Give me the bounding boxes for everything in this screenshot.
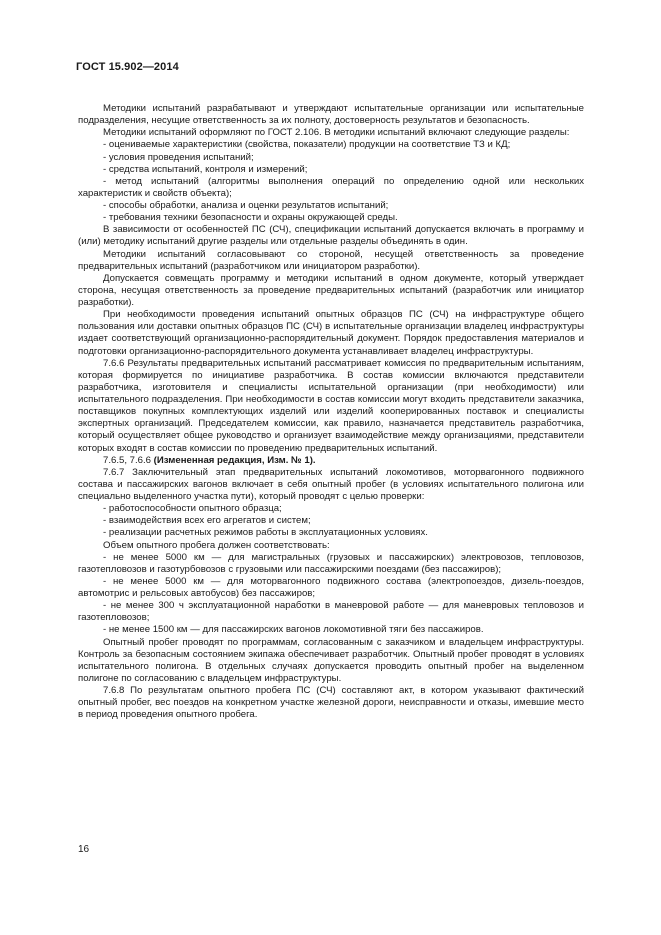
paragraph: Методики испытаний оформляют по ГОСТ 2.106. В методики испытаний включают следующие разделы: <box>103 127 570 139</box>
document-code-header: ГОСТ 15.902—2014 <box>76 61 179 73</box>
list-item: - реализации расчетных режимов работы в эксплуатационных условиях. <box>103 527 428 539</box>
list-item: - средства испытаний, контроля и измерений; <box>103 163 308 175</box>
list-item: - метод испытаний (алгоритмы выполнения операций по определению одной или нескольких характеристик и свойств объекта); <box>78 175 584 199</box>
paragraph: 7.6.8 По результатам опытного пробега ПС (СЧ) составляют акт, в котором указывают фактический опытный пробег, вес поездов на конкретном участке железной дороги, неисправности и отказы, имевшие место в период проведения опытного пробега. <box>78 685 584 721</box>
list-item: - работоспособности опытного образца; <box>103 503 282 515</box>
list-item: - не менее 300 ч эксплуатационной наработки в маневровой работе — для маневровых тепловозов и газотепловозов; <box>78 600 584 624</box>
list-item: - не менее 5000 км — для магистральных (грузовых и пассажирских) электровозов, тепловозов, газотепловозов и газотурбовозов с грузовыми или пассажирскими поездами (без пассажиров); <box>78 551 584 575</box>
paragraph: Опытный пробег проводят по программам, согласованным с заказчиком и владельцем инфраструктуры. Контроль за безопасным состоянием экипажа обеспечивает разработчик. Опытный пробег проводят в условиях испытательного полигона. В отдельных случаях допускается проводить опытный пробег на выделенном полигоне по согласованию с владельцем инфраструктуры. <box>78 636 584 684</box>
paragraph: Методики испытаний разрабатывают и утверждают испытательные организации или испытательные подразделения, несущие ответственность за их полноту, достоверность результатов и безопасность. <box>78 103 584 127</box>
paragraph: 7.6.7 Заключительный этап предварительных испытаний локомотивов, моторвагонного подвижного состава и пассажирских вагонов включает в себя опытный пробег (в условиях испытательного полигона или специально выделенного участка пути), который проводят с целью проверки: <box>78 466 584 502</box>
amendment-bold: (Измененная редакция, Изм. № 1). <box>153 454 316 466</box>
paragraph: В зависимости от особенностей ПС (СЧ), спецификации испытаний допускается включать в программу и (или) методику испытаний другие разделы или отдельные разделы объединять в один. <box>78 224 584 248</box>
list-item: - способы обработки, анализа и оценки результатов испытаний; <box>103 200 389 211</box>
list-item: - требования техники безопасности и охраны окружающей среды. <box>103 212 398 224</box>
document-body <box>78 103 584 721</box>
list-item: - взаимодействия всех его агрегатов и систем; <box>103 515 311 527</box>
paragraph: Методики испытаний согласовывают со стороной, несущей ответственность за проведение предварительных испытаний (разработчиком или инициатором разработки). <box>78 248 584 272</box>
amendment-prefix: 7.6.5, 7.6.6 <box>103 454 154 466</box>
list-item: - не менее 1500 км — для пассажирских вагонов локомотивной тяги без пассажиров. <box>103 624 484 636</box>
amendment-note <box>78 455 584 467</box>
list-item: - оцениваемые характеристики (свойства, показатели) продукции на соответствие ТЗ и КД; <box>103 139 511 151</box>
paragraph: При необходимости проведения испытаний опытных образцов ПС (СЧ) на инфраструктуре общего пользования или доставки опытных образцов ПС (СЧ) в испытательные организации владелец инфраструктуры издает соответствующий организационно-распорядительный документ. Порядок предоставления материалов и подготовки организационно-распорядительного документа устанавливает владелец инфраструктуры. <box>78 309 584 357</box>
paragraph: Допускается совмещать программу и методики испытаний в одном документе, который утверждает сторона, несущая ответственность за проведение предварительных испытаний (разработчик или инициатор разработки). <box>78 272 584 308</box>
paragraph: Объем опытного пробега должен соответствовать: <box>103 539 330 551</box>
paragraph: 7.6.6 Результаты предварительных испытаний рассматривает комиссия по предварительным испытаниям, которая формируется по инициативе разработчика. В состав комиссии включаются представители разработчика, изготовителя и специалисты испытательной организации (при необходимости) или испытательного подразделения. При необходимости в состав комиссии могут входить представители заказчика, поставщиков покупных комплектующих изделий или изделий кооперированных поставок и специалисты экспертных организаций. Председателем комиссии, как правило, назначается представитель разработчика, который осуществляет общее руководство и организует взаимодействие между организациями, представители которых входят в состав комиссии по проведению предварительных испытаний. <box>78 357 584 454</box>
list-item: - не менее 5000 км — для моторвагонного подвижного состава (электропоездов, дизель-поездов, автомотрис и рельсовых автобусов) без пассажиров; <box>78 575 584 599</box>
page-number: 16 <box>78 844 90 855</box>
list-item: - условия проведения испытаний; <box>103 151 254 163</box>
